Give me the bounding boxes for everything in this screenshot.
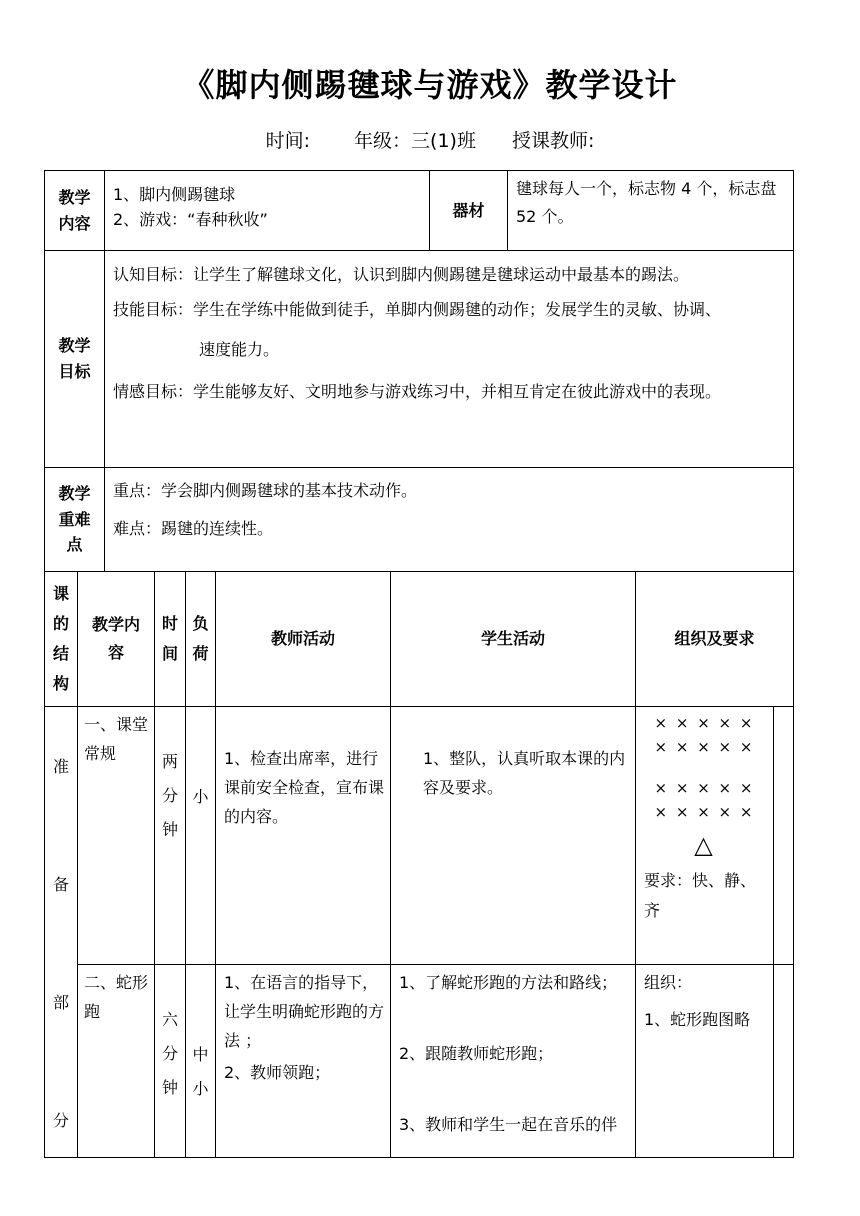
row2-student-step: 1、了解蛇形跑的方法和路线； xyxy=(399,973,618,992)
document-title: 《脚内侧踢毽球与游戏》教学设计 xyxy=(182,66,678,104)
goals-label: 教学目标 xyxy=(58,336,91,381)
section-char: 备 xyxy=(52,875,69,894)
content-item: 1、脚内侧踢毽球 xyxy=(113,185,236,204)
difficulty-cell xyxy=(105,468,794,572)
header-structure: 课的结构 xyxy=(52,584,69,693)
goal-affective: 情感目标：学生能够友好、文明地参与游戏练习中，并相互肯定在彼此游戏中的表现。 xyxy=(113,381,722,401)
row2-time xyxy=(155,965,186,1158)
row2-teacher-step: 1、在语言的指导下，让学生明确蛇形跑的方法 ； xyxy=(224,973,385,1050)
difficult-point: 难点：踢毽的连续性。 xyxy=(113,519,274,539)
row2-load xyxy=(186,965,216,1158)
goal-skill-cont: 速度能力。 xyxy=(199,340,280,360)
section-char: 部 xyxy=(52,993,69,1012)
section-label-cell xyxy=(45,707,78,1158)
row1-time xyxy=(155,707,186,965)
lesson-row-snake-run xyxy=(45,965,794,1158)
header-teacher: 教师活动 xyxy=(216,572,391,707)
formation-row: × × × × × xyxy=(654,738,755,756)
row2-org xyxy=(636,965,774,1158)
row1-student-text: 1、整队，认真听取本课的内容及要求。 xyxy=(423,749,626,797)
content-item: 2、游戏：“春种秋收” xyxy=(113,209,268,229)
row1-teacher xyxy=(216,707,391,965)
formation-diagram xyxy=(636,707,773,860)
content-label: 教学内容 xyxy=(58,187,91,233)
equipment-label: 器材 xyxy=(430,171,508,251)
row1-load-char: 小 xyxy=(192,787,209,806)
goals-label-cell xyxy=(45,251,105,468)
goal-cognitive: 认知目标：让学生了解毽球文化，认识到脚内侧踢毽是毽球运动中最基本的踢法。 xyxy=(113,265,690,284)
row1-content-text: 一、课堂常规 xyxy=(84,715,149,763)
row2-time-char: 分 xyxy=(161,1044,178,1063)
row2-org-label: 组织： xyxy=(644,973,693,992)
row2-time-char: 钟 xyxy=(161,1078,178,1097)
row2-org-item: 1、蛇形跑图略 xyxy=(644,1009,751,1029)
teacher-label: 授课教师: xyxy=(512,130,595,152)
row1-extra xyxy=(774,707,794,965)
row1-student xyxy=(391,707,636,965)
row1-time-char: 两 xyxy=(161,752,178,771)
grade-label: 年级：三(1)班 xyxy=(354,130,476,152)
row2-student-step: 3、教师和学生一起在音乐的伴 xyxy=(399,1114,618,1134)
lesson-row-routine xyxy=(45,707,794,965)
row2-content-text: 二、蛇形跑 xyxy=(84,973,149,1021)
equipment-text: 毽球每人一个，标志物 4 个，标志盘 52 个。 xyxy=(508,171,794,251)
goal-skill: 技能目标：学生在学练中能做到徒手，单脚内侧踢毽的动作；发展学生的灵敏、协调、 xyxy=(113,300,722,320)
row2-load-char: 中 xyxy=(192,1045,209,1064)
row1-content xyxy=(78,707,155,965)
row2-student xyxy=(391,965,636,1158)
difficulty-row xyxy=(45,468,794,572)
difficulty-label-cell xyxy=(45,468,105,572)
row2-extra xyxy=(774,965,794,1158)
row2-content xyxy=(78,965,155,1158)
row1-load xyxy=(186,707,216,965)
row1-requirement: 要求：快、静、齐 xyxy=(644,871,757,921)
row2-student-step: 2、跟随教师蛇形跑； xyxy=(399,1043,554,1063)
time-label: 时间: xyxy=(265,130,310,152)
section-char: 分 xyxy=(52,1111,69,1130)
header-load: 负荷 xyxy=(192,614,209,663)
row1-org xyxy=(636,707,774,965)
header-content-cell xyxy=(78,572,155,707)
difficulty-label: 教学重难点 xyxy=(58,484,91,555)
header-time: 时间 xyxy=(161,614,178,663)
formation-row: × × × × × xyxy=(654,803,755,821)
row1-teacher-text: 1、检查出席率，进行课前安全检查，宣布课的内容。 xyxy=(224,749,385,826)
row1-time-char: 分 xyxy=(161,786,178,805)
header-load-cell xyxy=(186,572,216,707)
row2-load-char: 小 xyxy=(192,1079,209,1098)
lesson-process-table xyxy=(44,571,794,1158)
header-row xyxy=(45,572,794,707)
header-time-cell xyxy=(155,572,186,707)
row2-time-char: 六 xyxy=(161,1010,178,1029)
row2-teacher xyxy=(216,965,391,1158)
goals-row xyxy=(45,251,794,468)
goals-cell xyxy=(105,251,794,468)
formation-row: × × × × × xyxy=(654,779,755,797)
header-structure-cell xyxy=(45,572,78,707)
row1-time-char: 钟 xyxy=(161,820,178,839)
lesson-info-table xyxy=(44,170,794,572)
formation-row: × × × × × xyxy=(654,714,755,732)
key-point: 重点：学会脚内侧踢毽球的基本技术动作。 xyxy=(113,481,418,500)
header-content: 教学内容 xyxy=(91,615,140,662)
content-label-cell xyxy=(45,171,105,251)
row2-teacher-step: 2、教师领跑； xyxy=(224,1063,331,1083)
header-org: 组织及要求 xyxy=(636,572,794,707)
content-items-cell xyxy=(105,171,430,251)
teacher-triangle-icon: △ xyxy=(694,831,715,859)
header-student: 学生活动 xyxy=(391,572,636,707)
content-row xyxy=(45,171,794,251)
subtitle-line xyxy=(0,126,860,153)
section-char: 准 xyxy=(52,757,69,776)
